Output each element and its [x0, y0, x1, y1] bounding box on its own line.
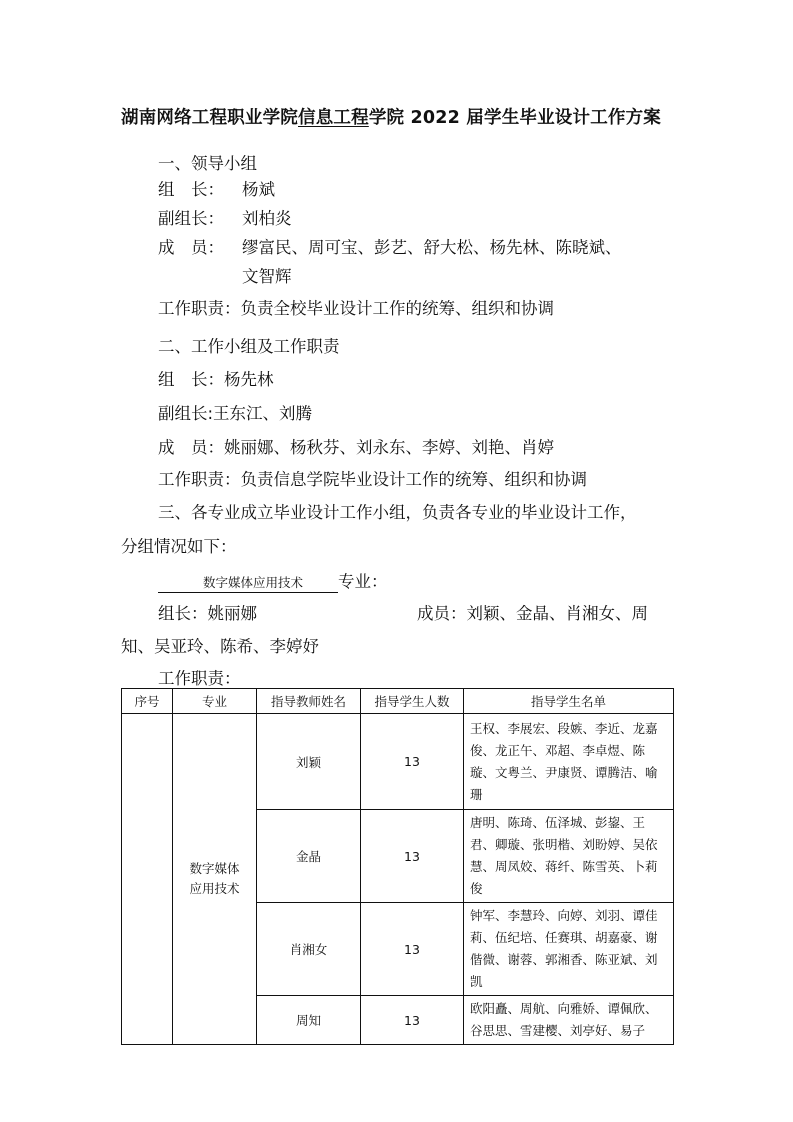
- teacher-cell: 刘颖: [257, 714, 361, 810]
- teacher-cell: 肖湘女: [257, 903, 361, 996]
- section2-leader: 组 长：杨先林: [158, 370, 274, 389]
- group-members: 成员：刘颖、金晶、肖湘女、周: [417, 604, 648, 623]
- count-cell: 13: [361, 903, 464, 996]
- section2-members: 成 员：姚丽娜、杨秋芬、刘永东、李婷、刘艳、肖婷: [158, 438, 554, 457]
- title-college: 信息工程: [298, 108, 369, 128]
- header-count: 指导学生人数: [361, 689, 464, 714]
- duty-label: 工作职责：: [158, 669, 241, 688]
- title-rest: 学院 2022 届学生毕业设计工作方案: [368, 108, 662, 128]
- leader-key: 组 长：: [158, 180, 224, 199]
- section1-heading: 一、领导小组: [158, 154, 257, 173]
- members-list-cont: 文智辉: [242, 267, 292, 286]
- group-members-cont: 知、吴亚玲、陈希、李婷妤: [121, 637, 319, 656]
- members-key: 成 员：: [158, 238, 224, 257]
- index-cell: [122, 714, 173, 1045]
- major-name: 数字媒体应用技术: [158, 574, 338, 593]
- count-cell: 13: [361, 996, 464, 1045]
- teacher-cell: 周知: [257, 996, 361, 1045]
- assignment-table: [121, 688, 674, 1045]
- header-major: 专业: [173, 689, 257, 714]
- students-cell: 王权、李展宏、段嫉、李近、龙嘉俊、龙正午、邓超、李卓煜、陈璇、文粤兰、尹康贤、谭腾洁、喻珊: [464, 714, 674, 810]
- document-title: [121, 104, 661, 129]
- major-suffix: 专业：: [338, 572, 388, 591]
- members-row: [158, 234, 622, 258]
- count-cell: 13: [361, 810, 464, 903]
- header-teacher: 指导教师姓名: [257, 689, 361, 714]
- section2-duty: 工作职责：负责信息学院毕业设计工作的统筹、组织和协调: [158, 470, 587, 489]
- deputy-name: 刘柏炎: [242, 209, 292, 228]
- students-cell: 欧阳矗、周航、向雅娇、谭佩欣、谷思思、雪建樱、刘亭好、易子: [464, 996, 674, 1045]
- section1-duty: 工作职责：负责全校毕业设计工作的统筹、组织和协调: [158, 299, 554, 318]
- section2-heading: 二、工作小组及工作职责: [158, 337, 340, 356]
- leader-name: 杨斌: [242, 180, 275, 199]
- count-cell: 13: [361, 714, 464, 810]
- leader-row: [158, 176, 275, 200]
- section2-deputy: 副组长:王东江、刘腾: [158, 404, 313, 423]
- major-line: [158, 568, 388, 593]
- deputy-key: 副组长：: [158, 209, 224, 228]
- section3-intro: 三、各专业成立毕业设计工作小组，负责各专业的毕业设计工作，: [158, 503, 637, 522]
- header-students: 指导学生名单: [464, 689, 674, 714]
- students-cell: 唐明、陈琦、伍泽城、彭鋆、王君、卿璇、张明楷、刘盼婷、吴依慧、周凤姣、蒋纤、陈雪英、卜莉俊: [464, 810, 674, 903]
- members-list: 缪富民、周可宝、彭艺、舒大松、杨先林、陈晓斌、: [242, 238, 622, 257]
- table-header-row: [122, 689, 674, 714]
- major-cell: [173, 714, 257, 1045]
- header-index: 序号: [122, 689, 173, 714]
- deputy-row: [158, 205, 292, 229]
- students-cell: 钟军、李慧玲、向婷、刘羽、谭佳莉、伍纪培、任赛琪、胡嘉豪、谢偕微、谢蓉、郭湘香、陈亚斌、刘凯: [464, 903, 674, 996]
- major-cell-text: 数字媒体应用技术: [189, 861, 240, 896]
- section3-intro-cont: 分组情况如下：: [121, 537, 237, 556]
- table-row: [122, 714, 674, 810]
- group-leader: 组长：姚丽娜: [158, 604, 257, 623]
- title-school: 湖南网络工程职业学院: [121, 108, 298, 128]
- teacher-cell: 金晶: [257, 810, 361, 903]
